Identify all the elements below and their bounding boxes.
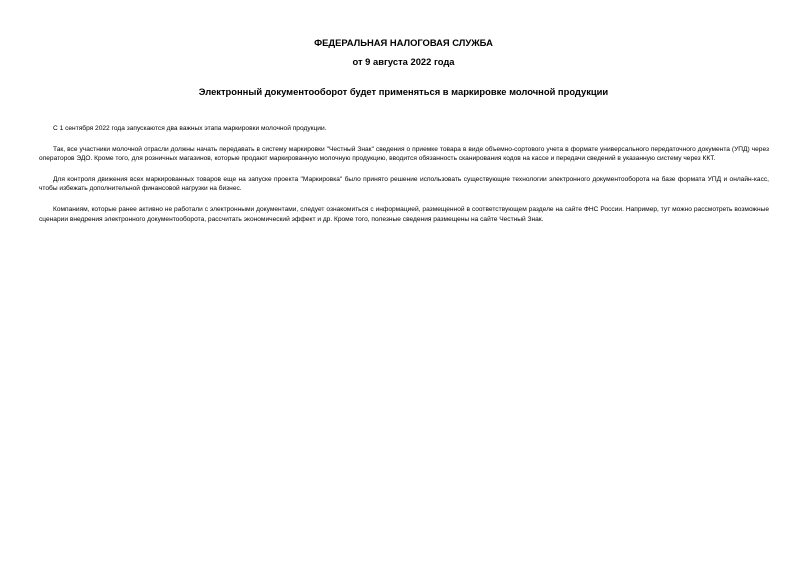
body-paragraph: С 1 сентября 2022 года запускаются два важных этапа маркировки молочной продукции.	[53, 125, 327, 132]
issuing-authority: ФЕДЕРАЛЬНАЯ НАЛОГОВАЯ СЛУЖБА	[314, 37, 493, 48]
document-title: Электронный документооборот будет применяться в маркировке молочной продукции	[198, 86, 609, 97]
body-paragraph: Так, все участники молочной отрасли должны начать передавать в систему маркировки "Честный Знак" сведения о приемке товара в виде объемно-сортового учета в формате универсального передаточного документа (УПД) через операторов ЭДО. Кроме того, для розничных магазинов, которые продают маркированную молочную продукцию, вводится обязанность сканирования кодов на кассе и передачи сведений в указанную систему через ККТ.	[39, 145, 769, 163]
body-paragraph: Для контроля движения всех маркированных товаров еще на запуске проекта "Маркировка" было принято решение использовать существующие технологии электронного документооборота на базе формата УПД и онлайн-касс, чтобы избежать дополнительной финансовой нагрузки на бизнес.	[39, 175, 769, 193]
document-body	[39, 124, 769, 235]
body-paragraph: Компаниям, которые ранее активно не работали с электронными документами, следует ознакомиться с информацией, размещенной в соответствующем разделе на сайте ФНС России. Например, тут можно рассмотреть возможные сценарии внедрения электронного документооборота, рассчитать экономический эффект и др. Кроме того, полезные сведения размещены на сайте Честный Знак.	[39, 205, 769, 223]
document-date: от 9 августа 2022 года	[352, 56, 455, 67]
